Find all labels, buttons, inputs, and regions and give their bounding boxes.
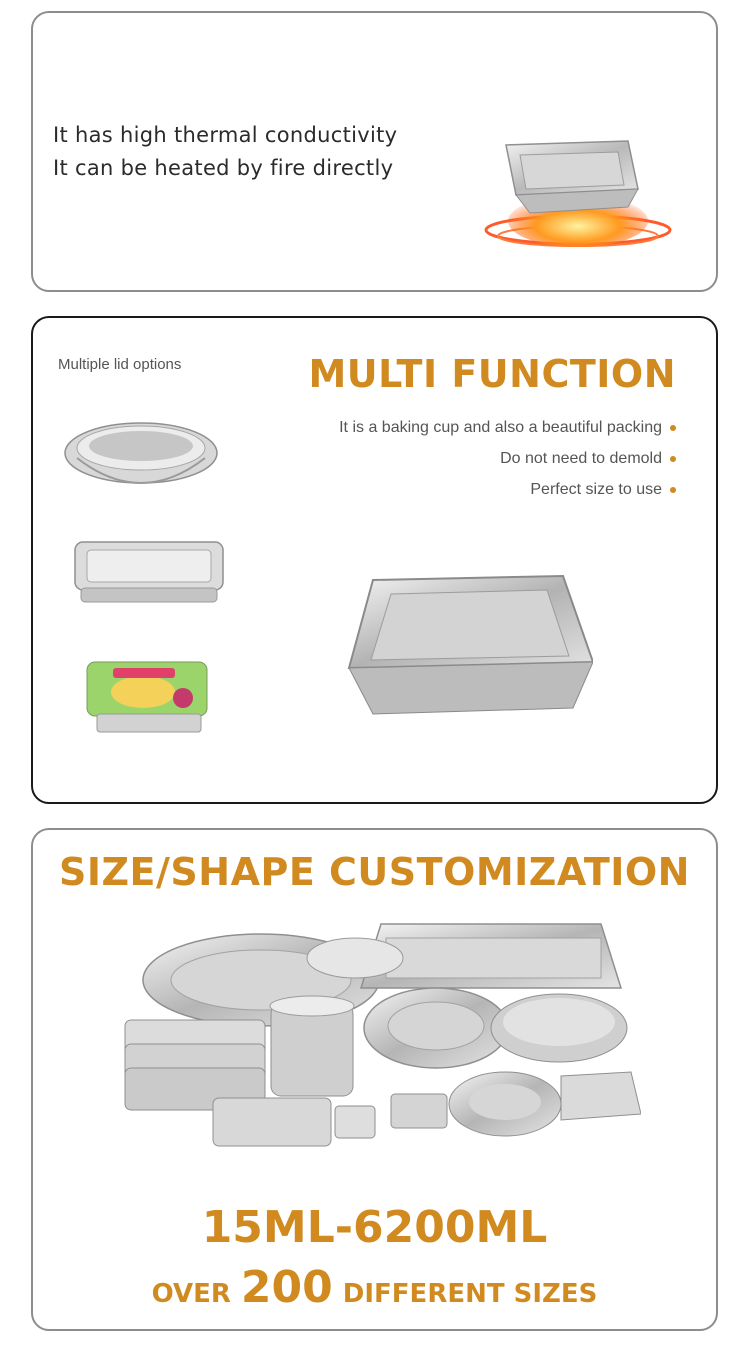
different-sizes-text [33,1262,716,1313]
lid-options-label: Multiple lid options [58,356,182,373]
feature-no-demold: Do not need to demold [500,450,676,468]
round-foil-lid-image [63,408,223,498]
customization-card [31,828,718,1331]
foil-tray-on-fire-image [478,133,678,263]
customization-title: SIZE/SHAPE CUSTOMIZATION [59,850,690,894]
bullet-dot-icon [670,487,676,493]
heated-by-fire-text: It can be heated by fire directly [53,156,394,180]
bullet-dot-icon [670,425,676,431]
thermal-card [31,11,718,292]
sizes-number: 200 [240,1262,333,1313]
sizes-prefix: OVER [151,1279,231,1309]
square-foil-tray-image [343,570,593,720]
multi-function-title: MULTI FUNCTION [308,352,676,396]
bullet-dot-icon [670,456,676,462]
rectangle-foil-clear-lid-image [69,532,229,612]
multi-function-card [31,316,718,804]
assorted-foil-containers-image [121,918,641,1158]
thermal-conductivity-text: It has high thermal conductivity [53,123,398,147]
printed-lid-foil-image [83,658,213,736]
sizes-suffix: DIFFERENT SIZES [342,1279,598,1309]
feature-perfect-size: Perfect size to use [530,481,676,499]
capacity-range-text: 15ML-6200ML [201,1202,548,1253]
feature-baking-cup: It is a baking cup and also a beautiful packing [339,419,676,437]
